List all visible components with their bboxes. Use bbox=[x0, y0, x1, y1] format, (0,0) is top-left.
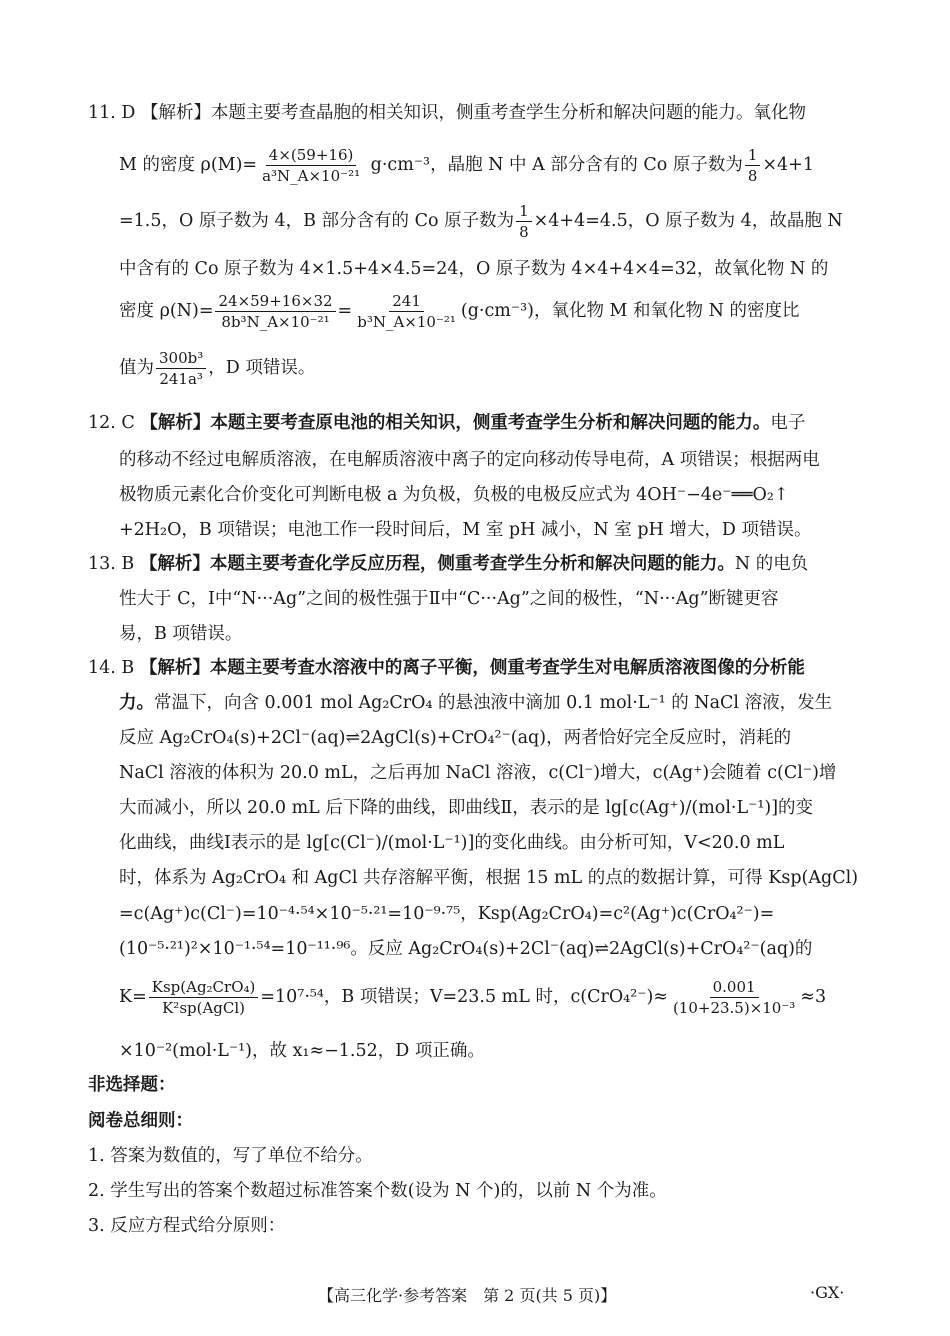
q14-line-7 bbox=[119, 867, 858, 889]
q14-line-8 bbox=[119, 903, 774, 925]
q11-line-5 bbox=[119, 291, 799, 331]
q13-line-3 bbox=[119, 623, 242, 645]
q14-text-11: ×10⁻²(mol·L⁻¹)，故 x₁≈−1.52，D 项正确。 bbox=[119, 1041, 485, 1061]
chromate-conc-fraction bbox=[670, 978, 798, 1017]
q13-line-2 bbox=[119, 588, 779, 610]
q14-line-10 bbox=[119, 977, 826, 1017]
q11-l5-pre: 密度 ρ(N)= bbox=[119, 301, 214, 321]
density-n-fraction-2 bbox=[354, 292, 459, 331]
q13-number: 13. B bbox=[88, 554, 140, 574]
q14-text-9: (10⁻⁵·²¹)²×10⁻¹·⁵⁴=10⁻¹¹·⁹⁶。反应 Ag₂CrO₄(s)+2Cl⁻(aq)⇌2AgCl(s)+CrO₄²⁻(aq)的 bbox=[119, 939, 813, 959]
footer-region-code: ·GX· bbox=[810, 1283, 845, 1302]
frac-den: 8 bbox=[519, 223, 529, 241]
q14-line-1 bbox=[88, 657, 805, 679]
frac-den: K²sp(AgCl) bbox=[162, 999, 246, 1017]
frac-num: 4×(59+16) bbox=[266, 146, 357, 166]
grading-rule-3-text: 3. 反应方程式给分原则： bbox=[88, 1216, 286, 1236]
q11-l3-post: ×4+4=4.5，O 原子数为 4，故晶胞 N bbox=[533, 211, 843, 231]
q11-l2-post: ×4+1 bbox=[762, 155, 814, 175]
density-m-fraction bbox=[259, 146, 363, 185]
q14-text-4: NaCl 溶液的体积为 20.0 mL，之后再加 NaCl 溶液，c(Cl⁻)增大，c(Ag⁺)会随着 c(Cl⁻)增 bbox=[119, 763, 837, 783]
q14-bold-text: 【解析】本题主要考查水溶液中的离子平衡，侧重考查学生对电解质溶液图像的分析能 bbox=[139, 658, 805, 678]
q14-l10-pre: K= bbox=[119, 987, 147, 1007]
one-eighth-fraction bbox=[745, 146, 761, 185]
q13-text-2: 性大于 C，Ⅰ中“N···Ag”之间的极性强于Ⅱ中“C···Ag”之间的极性，“N···Ag”断键更容 bbox=[119, 589, 779, 609]
q12-line-3 bbox=[119, 484, 789, 506]
frac-num: 300b³ bbox=[156, 349, 206, 369]
q13-line-1 bbox=[88, 553, 808, 575]
q11-line-4 bbox=[119, 258, 828, 280]
nonchoice-heading bbox=[88, 1074, 176, 1096]
grading-rule-2 bbox=[88, 1180, 667, 1202]
grading-rule-2-text: 2. 学生写出的答案个数超过标准答案个数(设为 N 个)的，以前 N 个为准。 bbox=[88, 1181, 667, 1201]
q11-line-6 bbox=[119, 348, 315, 388]
grading-rule-1-text: 1. 答案为数值的，写了单位不给分。 bbox=[88, 1146, 373, 1166]
q11-line-2 bbox=[119, 145, 814, 185]
frac-num: 1 bbox=[516, 202, 532, 222]
q14-text-5: 大而减小，所以 20.0 mL 后下降的曲线，即曲线Ⅱ，表示的是 lg[c(Ag⁺)/(mol·L⁻¹)]的变 bbox=[119, 798, 814, 818]
q11-l2-pre: M 的密度 ρ(M)= bbox=[119, 155, 258, 175]
q11-text-1: 11. D 【解析】本题主要考查晶胞的相关知识，侧重考查学生分析和解决问题的能力。氧化物 bbox=[88, 103, 806, 123]
frac-den: b³N_A×10⁻²¹ bbox=[357, 313, 456, 331]
q12-text-4: +2H₂O，B 项错误；电池工作一段时间后，M 室 pH 减小，N 室 pH 增大，D 项错误。 bbox=[119, 520, 812, 540]
q11-l5-post: (g·cm⁻³)，氧化物 M 和氧化物 N 的密度比 bbox=[460, 301, 800, 321]
page-footer: 【高三化学·参考答案 第 2 页(共 5 页)】 bbox=[318, 1286, 617, 1305]
q14-l2-tail: 常温下，向含 0.001 mol Ag₂CrO₄ 的悬浊液中滴加 0.1 mol·L⁻¹ 的 NaCl 溶液，发生 bbox=[154, 693, 833, 713]
q14-line-3 bbox=[119, 727, 791, 749]
q11-l6-post: ，D 项错误。 bbox=[208, 358, 316, 378]
q14-l10-mid: =10⁷·⁵⁴，B 项错误；V=23.5 mL 时，c(CrO₄²⁻)≈ bbox=[260, 987, 668, 1007]
q11-l2-mid: g·cm⁻³，晶胞 N 中 A 部分含有的 Co 原子数为 bbox=[365, 155, 743, 175]
equals-sign: = bbox=[337, 301, 353, 321]
nonchoice-heading-text: 非选择题： bbox=[88, 1075, 176, 1095]
q11-line-1 bbox=[88, 102, 806, 124]
q14-line-5 bbox=[119, 797, 813, 819]
q14-text-6: 化曲线，曲线Ⅰ表示的是 lg[c(Cl⁻)/(mol·L⁻¹)]的变化曲线。由分析可知，V<20.0 mL bbox=[119, 833, 785, 853]
density-n-fraction-1 bbox=[215, 292, 335, 331]
q11-l3-pre: =1.5，O 原子数为 4，B 部分含有的 Co 原子数为 bbox=[119, 211, 515, 231]
one-eighth-fraction bbox=[516, 202, 532, 241]
q12-line-1 bbox=[88, 412, 805, 434]
q14-line-2 bbox=[119, 692, 832, 714]
frac-den: 8b³N_A×10⁻²¹ bbox=[221, 313, 330, 331]
frac-den: 8 bbox=[747, 167, 758, 185]
grading-rules-heading-text: 阅卷总细则： bbox=[88, 1111, 193, 1131]
q11-text-4: 中含有的 Co 原子数为 4×1.5+4×4.5=24，O 原子数为 4×4+4×4=32，故氧化物 N 的 bbox=[119, 259, 829, 279]
frac-num: 241 bbox=[389, 292, 424, 312]
q14-l10-post: ≈3 bbox=[800, 987, 827, 1007]
q12-bold-text: 【解析】本题主要考查原电池的相关知识，侧重考查学生分析和解决问题的能力。 bbox=[140, 413, 771, 433]
q13-text-3: 易，B 项错误。 bbox=[119, 624, 243, 644]
q14-line-9 bbox=[119, 938, 812, 960]
grading-rules-heading bbox=[88, 1110, 193, 1132]
q14-number: 14. B bbox=[88, 658, 140, 678]
density-ratio-fraction bbox=[156, 349, 206, 388]
frac-den: a³N_A×10⁻²¹ bbox=[262, 167, 361, 185]
q13-bold-text: 【解析】本题主要考查化学反应历程，侧重考查学生分析和解决问题的能力。 bbox=[139, 554, 735, 574]
frac-num: 24×59+16×32 bbox=[215, 292, 335, 312]
grading-rule-1 bbox=[88, 1145, 373, 1167]
q14-text-7: 时，体系为 Ag₂CrO₄ 和 AgCl 共存溶解平衡，根据 15 mL 的点的数据计算，可得 Ksp(AgCl) bbox=[119, 868, 859, 888]
grading-rule-3 bbox=[88, 1215, 285, 1237]
k-ratio-fraction bbox=[149, 978, 259, 1017]
q14-text-8: =c(Ag⁺)c(Cl⁻)=10⁻⁴·⁵⁴×10⁻⁵·²¹=10⁻⁹·⁷⁵，Ksp(Ag₂CrO₄)=c²(Ag⁺)c(CrO₄²⁻)= bbox=[119, 904, 775, 924]
q13-l1-tail: N 的电负 bbox=[734, 554, 809, 574]
q14-text-3: 反应 Ag₂CrO₄(s)+2Cl⁻(aq)⇌2AgCl(s)+CrO₄²⁻(aq)，两者恰好完全反应时，消耗的 bbox=[119, 728, 792, 748]
q12-text-2: 的移动不经过电解质溶液，在电解质溶液中离子的定向移动传导电荷，A 项错误；根据两电 bbox=[119, 450, 820, 470]
frac-num: Ksp(Ag₂CrO₄) bbox=[149, 978, 259, 998]
q14-line-4 bbox=[119, 762, 836, 784]
q14-bold-text-2: 力。 bbox=[119, 693, 154, 713]
q12-text-3: 极物质元素化合价变化可判断电极 a 为负极，负极的电极反应式为 4OH⁻−4e⁻══O₂↑ bbox=[119, 485, 789, 505]
q12-l1-tail: 电子 bbox=[770, 413, 806, 433]
frac-num: 1 bbox=[745, 146, 761, 166]
frac-den: (10+23.5)×10⁻³ bbox=[672, 999, 796, 1017]
frac-num: 0.001 bbox=[710, 978, 759, 998]
q11-line-3 bbox=[119, 201, 843, 241]
q14-line-6 bbox=[119, 832, 784, 854]
frac-den: 241a³ bbox=[159, 370, 203, 388]
q14-line-11 bbox=[119, 1040, 485, 1062]
q12-number: 12. C bbox=[88, 413, 141, 433]
q11-l6-pre: 值为 bbox=[119, 358, 154, 378]
q12-line-2 bbox=[119, 449, 820, 471]
q12-line-4 bbox=[119, 519, 811, 541]
